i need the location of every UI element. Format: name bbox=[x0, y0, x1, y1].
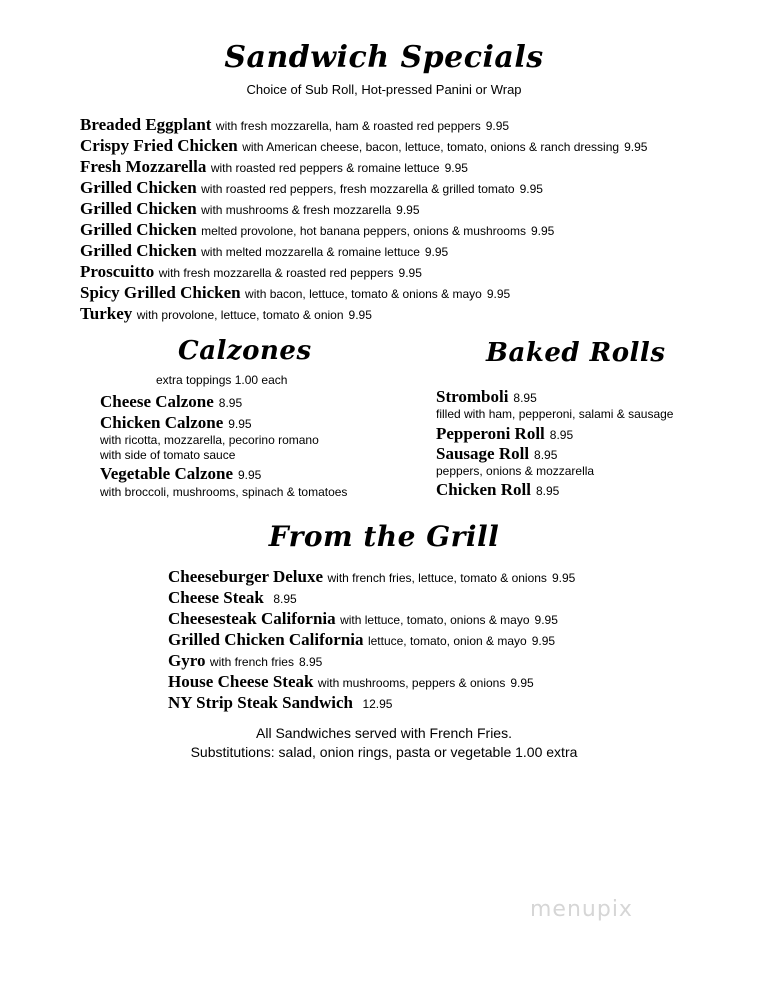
menu-item bbox=[168, 693, 392, 714]
item-description: with roasted red peppers & romaine lettuce bbox=[210, 161, 440, 175]
item-name: Sausage Roll bbox=[436, 444, 530, 463]
footer-note-fries: All Sandwiches served with French Fries. bbox=[256, 725, 512, 741]
menu-item bbox=[80, 262, 422, 283]
item-description: with mushrooms, peppers & onions bbox=[317, 676, 506, 690]
menupix-watermark: menupix bbox=[530, 897, 633, 922]
item-description: with french fries bbox=[209, 655, 294, 669]
menu-item bbox=[80, 241, 448, 262]
sandwich-specials-subtitle: Choice of Sub Roll, Hot-pressed Panini or Wrap bbox=[246, 82, 522, 97]
menu-item bbox=[80, 304, 372, 325]
sandwich-specials-heading: Sandwich Specials bbox=[224, 40, 544, 75]
baked-rolls-heading: Baked Rolls bbox=[486, 338, 666, 368]
menu-item bbox=[80, 199, 420, 220]
item-price: 8.95 bbox=[535, 484, 560, 498]
item-price: 9.95 bbox=[551, 571, 576, 585]
menu-item bbox=[168, 567, 575, 588]
item-name: Breaded Eggplant bbox=[80, 115, 212, 134]
item-description: with American cheese, bacon, lettuce, tomato, onions & ranch dressing bbox=[242, 140, 620, 154]
item-name: Chicken Calzone bbox=[100, 413, 224, 432]
menu-item bbox=[100, 392, 242, 413]
menu-item bbox=[168, 630, 555, 651]
item-name: Spicy Grilled Chicken bbox=[80, 283, 241, 302]
item-price: 9.95 bbox=[444, 161, 468, 175]
item-price: 8.95 bbox=[218, 396, 243, 410]
item-description: with fresh mozzarella & roasted red peppers bbox=[158, 266, 394, 280]
menu-item bbox=[168, 609, 558, 630]
item-price: 9.95 bbox=[348, 308, 372, 322]
item-price: 8.95 bbox=[513, 391, 537, 405]
item-description: with bacon, lettuce, tomato & onions & mayo bbox=[245, 287, 482, 301]
item-price: 8.95 bbox=[534, 448, 558, 462]
menu-item bbox=[436, 387, 537, 408]
item-note: peppers, onions & mozzarella bbox=[436, 464, 595, 478]
item-note: with broccoli, mushrooms, spinach & tomatoes bbox=[100, 485, 348, 499]
from-the-grill-heading: From the Grill bbox=[268, 520, 500, 553]
item-description: with mushrooms & fresh mozzarella bbox=[201, 203, 392, 217]
item-name: Grilled Chicken bbox=[80, 241, 197, 260]
item-name: Grilled Chicken California bbox=[168, 630, 364, 649]
menu-item bbox=[168, 672, 534, 693]
item-name: Turkey bbox=[80, 304, 133, 323]
calzones-subtitle: extra toppings 1.00 each bbox=[156, 373, 288, 387]
menu-item bbox=[80, 157, 468, 178]
item-price: 9.95 bbox=[530, 224, 555, 238]
item-name: Cheese Calzone bbox=[100, 392, 214, 411]
menu-item bbox=[80, 136, 647, 157]
item-note: with side of tomato sauce bbox=[100, 448, 236, 462]
item-description: with roasted red peppers, fresh mozzarella & grilled tomato bbox=[201, 182, 515, 196]
item-price: 8.95 bbox=[273, 592, 297, 606]
item-name: Pepperoni Roll bbox=[436, 424, 545, 443]
menu-item bbox=[80, 283, 510, 304]
item-price: 9.95 bbox=[534, 613, 558, 627]
item-description: with provolone, lettuce, tomato & onion bbox=[136, 308, 344, 322]
menu-item bbox=[436, 444, 557, 465]
item-price: 12.95 bbox=[362, 697, 393, 711]
item-name: Crispy Fried Chicken bbox=[80, 136, 238, 155]
item-price: 8.95 bbox=[549, 428, 574, 442]
menu-item bbox=[80, 220, 554, 241]
footer-note-substitutions: Substitutions: salad, onion rings, pasta or vegetable 1.00 extra bbox=[190, 744, 578, 760]
item-name: House Cheese Steak bbox=[168, 672, 314, 691]
item-description: lettuce, tomato, onion & mayo bbox=[367, 634, 527, 648]
item-name: Cheeseburger Deluxe bbox=[168, 567, 324, 586]
item-price: 9.95 bbox=[624, 140, 648, 154]
item-name: Gyro bbox=[168, 651, 206, 670]
item-description: with french fries, lettuce, tomato & onions bbox=[327, 571, 547, 585]
item-price: 8.95 bbox=[298, 655, 323, 669]
menu-item bbox=[80, 178, 543, 199]
item-name: Grilled Chicken bbox=[80, 178, 197, 197]
item-description: with melted mozzarella & romaine lettuce bbox=[201, 245, 420, 259]
menu-item bbox=[436, 480, 559, 501]
item-description: with fresh mozzarella, ham & roasted red peppers bbox=[215, 119, 481, 133]
item-description: with lettuce, tomato, onions & mayo bbox=[340, 613, 530, 627]
item-price: 9.95 bbox=[510, 676, 534, 690]
item-price: 9.95 bbox=[519, 182, 543, 196]
item-note: filled with ham, pepperoni, salami & sausage bbox=[436, 407, 674, 421]
menu-item bbox=[100, 464, 261, 485]
calzones-heading: Calzones bbox=[178, 336, 312, 366]
item-price: 9.95 bbox=[485, 119, 510, 133]
item-name: Chicken Roll bbox=[436, 480, 531, 499]
item-name: Cheese Steak bbox=[168, 588, 264, 607]
item-price: 9.95 bbox=[238, 468, 262, 482]
item-price: 9.95 bbox=[531, 634, 556, 648]
menu-item bbox=[80, 115, 509, 136]
item-name: Vegetable Calzone bbox=[100, 464, 233, 483]
item-price: 9.95 bbox=[396, 203, 420, 217]
item-price: 9.95 bbox=[486, 287, 511, 301]
item-price: 9.95 bbox=[424, 245, 449, 259]
item-price: 9.95 bbox=[228, 417, 252, 431]
item-name: Stromboli bbox=[436, 387, 509, 406]
item-name: Cheesesteak California bbox=[168, 609, 336, 628]
item-price: 9.95 bbox=[398, 266, 422, 280]
item-description: melted provolone, hot banana peppers, onions & mushrooms bbox=[201, 224, 526, 238]
menu-item bbox=[168, 651, 322, 672]
menu-item bbox=[168, 588, 297, 609]
menu-item bbox=[100, 413, 252, 434]
item-name: Grilled Chicken bbox=[80, 220, 197, 239]
item-name: Grilled Chicken bbox=[80, 199, 197, 218]
item-note: with ricotta, mozzarella, pecorino romano bbox=[100, 433, 319, 447]
menu-item bbox=[436, 424, 573, 445]
item-name: Fresh Mozzarella bbox=[80, 157, 207, 176]
item-name: NY Strip Steak Sandwich bbox=[168, 693, 353, 712]
item-name: Proscuitto bbox=[80, 262, 155, 281]
